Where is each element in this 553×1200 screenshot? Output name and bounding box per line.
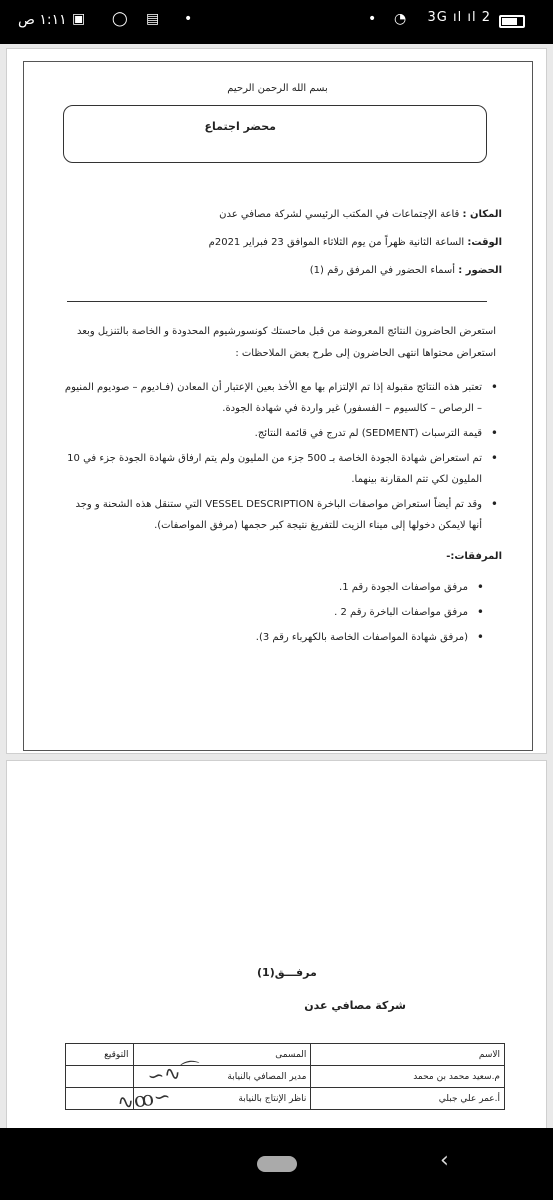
table-header-row bbox=[66, 1044, 505, 1066]
whatsapp-icon: ◯ bbox=[112, 11, 128, 27]
list-item: • قيمة الترسبات (SEDMENT) لم تدرج في قائمة النتائج. bbox=[60, 423, 500, 444]
attachments-list bbox=[186, 577, 486, 652]
time-value: الساعة الثانية ظهراً من يوم الثلاثاء الموافق 23 فبراير 2021م bbox=[208, 237, 465, 248]
dot-icon: • bbox=[368, 11, 377, 27]
table-cell: ناظر الإنتاج بالنيابة bbox=[133, 1088, 311, 1110]
table-header: المسمى bbox=[133, 1044, 311, 1066]
attendance-label: الحضور : bbox=[458, 265, 502, 276]
table-cell: أ.عمر علي جبلي bbox=[311, 1088, 505, 1110]
table-cell bbox=[66, 1066, 134, 1088]
place-line bbox=[219, 209, 502, 220]
attendance-line bbox=[310, 265, 502, 276]
message-icon: ▤ bbox=[146, 11, 160, 27]
table-row bbox=[66, 1066, 505, 1088]
attendance-value: أسماء الحضور في المرفق رقم (1) bbox=[309, 265, 456, 276]
list-item: • وقد تم أيضاً استعراض مواصفات الباخرة VESSEL DESCRIPTION التي ستنقل هذه الشحنة و وجد أنها لايمكن دخولها إلى ميناء الزيت للتفريغ نتيجة كبر حجمها (مرفق المواصفات). bbox=[60, 494, 500, 536]
document-page-1 bbox=[6, 48, 547, 754]
signal-indicator: 3G ıl ıl 2 bbox=[427, 10, 491, 25]
annex-title: مرفـــق(1) bbox=[257, 966, 317, 979]
status-bar bbox=[0, 0, 553, 44]
list-item: • مرفق مواصفات الباخرة رقم 2 . bbox=[186, 602, 486, 623]
table-cell: مدير المصافي بالنيابة bbox=[133, 1066, 311, 1088]
time-line bbox=[209, 237, 502, 248]
signature-mark: ∽∿⌒ bbox=[145, 1057, 203, 1089]
back-icon[interactable]: ‹ bbox=[440, 1148, 449, 1173]
table-header: الاسم bbox=[311, 1044, 505, 1066]
intro-line-1: استعرض الحاضرون النتائج المعروضة من قبل ماحستك كونسورشيوم المحدودة و الخاصة بالتنزيل وبعد bbox=[76, 326, 496, 337]
title-box bbox=[63, 105, 487, 163]
list-item: • تعتبر هذه النتائج مقبولة إذا تم الإلتزام بها مع الأخذ بعين الإعتبار أن المعادن (فـاديوم – صوديوم المنيوم – الرصاص – كالسيوم – الفسفور) غير واردة في شهادة الجودة. bbox=[60, 377, 500, 419]
list-item: • مرفق مواصفات الجودة رقم 1. bbox=[186, 577, 486, 598]
table-header: التوقيع bbox=[66, 1044, 134, 1066]
wifi-icon: ◔ bbox=[394, 11, 407, 27]
intro-line-2: استعراض محتواها انتهى الحاضرون إلى طرح بعض الملاحظات : bbox=[235, 348, 496, 359]
battery-icon bbox=[499, 15, 525, 28]
bismillah: بسم الله الرحمن الرحيم bbox=[227, 83, 328, 94]
image-icon: ▣ bbox=[72, 11, 86, 27]
list-item: • (مرفق شهادة المواصفات الخاصة بالكهرباء رقم 3). bbox=[186, 627, 486, 648]
signature-mark: ∿ꝏ∽ bbox=[115, 1083, 172, 1115]
place-value: قاعة الإجتماعات في المكتب الرئيسي لشركة مصافي عدن bbox=[219, 209, 460, 220]
company-name: شركة مصافي عدن bbox=[304, 999, 406, 1012]
status-time: ١:١١ ص bbox=[18, 12, 67, 28]
home-button[interactable] bbox=[257, 1156, 297, 1172]
attachments-label: المرفقات:- bbox=[446, 551, 502, 562]
time-label: الوقت: bbox=[467, 237, 502, 248]
notes-list bbox=[60, 377, 500, 540]
table-cell: م.سعيد محمد بن محمد bbox=[311, 1066, 505, 1088]
navigation-bar bbox=[0, 1128, 553, 1200]
place-label: المكان : bbox=[462, 209, 502, 220]
document-title: محضر اجتماع bbox=[204, 120, 276, 133]
intro-paragraph bbox=[56, 321, 496, 365]
document-page-2 bbox=[6, 760, 547, 1130]
divider bbox=[67, 301, 487, 302]
dot-icon: • bbox=[184, 11, 193, 27]
list-item: • تم استعراض شهادة الجودة الخاصة بـ 500 جزء من المليون ولم يتم ارفاق شهادة الجودة جزء في 10 المليون لكي تتم المقارنة بينهما. bbox=[60, 448, 500, 490]
